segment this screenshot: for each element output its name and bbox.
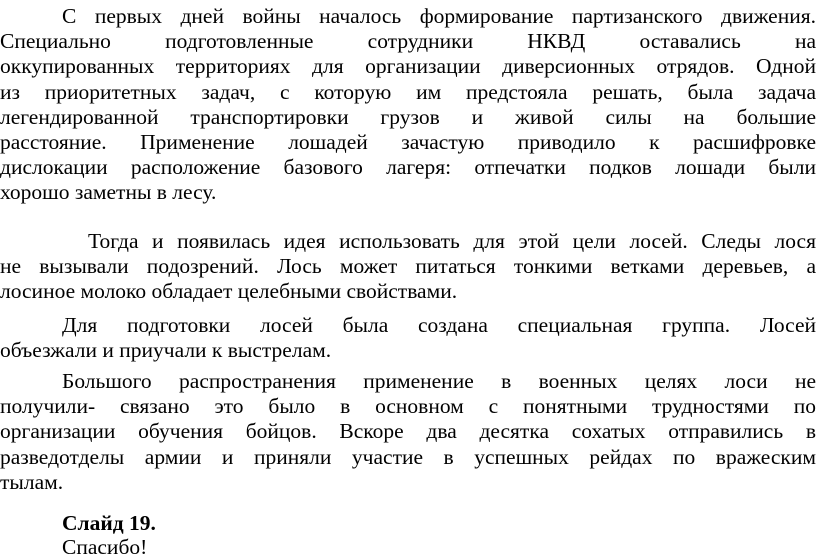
text-line: из приоритетных задач, с которую им предстояла решать, была задача — [0, 79, 816, 104]
text-line: Тогда и появилась идея использовать для этой цели лосей. Следы лося — [88, 229, 816, 253]
text-line: дислокации расположение базового лагеря: отпечатки подков лошади были — [0, 155, 816, 180]
text-line: Специально подготовленные сотрудники НКВД оставались на — [0, 29, 816, 54]
text-line: не вызывали подозрений. Лось может питаться тонкими ветками деревьев, а — [0, 254, 816, 279]
text-line: С первых дней войны началось формирование партизанского движения. — [62, 4, 816, 28]
text-line: организации обучения бойцов. Вскоре два десятка сохатых отправились в — [0, 419, 816, 444]
text-line: получили- связано это было в основном с понятными трудностями по — [0, 394, 816, 419]
text-line: объезжали и приучали к выстрелам. — [0, 338, 332, 363]
text-line: разведотделы армии и приняли участие в успешных рейдах по вражеским — [0, 444, 816, 469]
text-line: Для подготовки лосей была создана специальная группа. Лосей — [62, 313, 816, 337]
text-line: лосиное молоко обладает целебными свойствами. — [0, 279, 458, 304]
paragraph-training-group — [0, 313, 816, 363]
paragraph-partisan-movement — [0, 4, 816, 206]
paragraph-military-use — [0, 369, 816, 495]
text-line: хорошо заметны в лесу. — [0, 180, 217, 205]
text-line: расстояние. Применение лошадей зачастую приводило к расшифровке — [0, 129, 816, 154]
text-line: Большого распространения применение в военных целях лоси не — [62, 369, 816, 393]
text-line: оккупированных территориях для организации диверсионных отрядов. Одной — [0, 54, 816, 79]
slide-heading: Слайд 19. — [62, 511, 156, 535]
closing-text: Спасибо! — [62, 535, 148, 559]
text-line: тылам. — [0, 469, 64, 494]
text-line: легендированной транспортировки грузов и живой силы на большие — [0, 104, 816, 129]
paragraph-moose-idea — [0, 229, 816, 305]
